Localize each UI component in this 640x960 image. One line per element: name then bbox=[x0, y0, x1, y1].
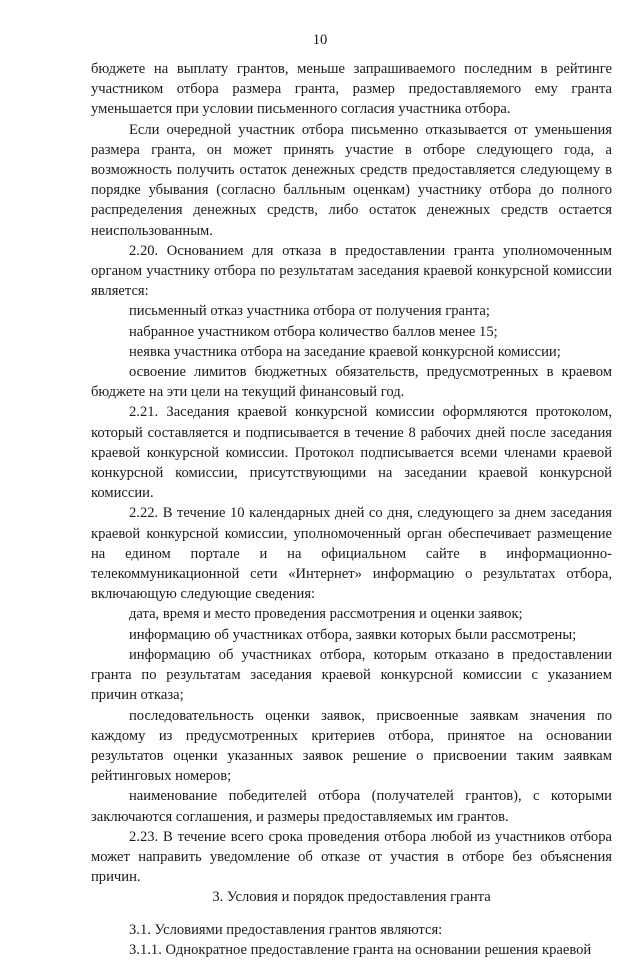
paragraph-2-22: 2.22. В течение 10 календарных дней со дня, следующего за днем заседания краевой конкурсной комиссии, уполномоченный орган обеспечивает размещение на едином портале и на официальном сайте в информационно-телекоммуникационной сети «Интернет» информацию о результатах отбора, включающую следующие сведения: bbox=[91, 505, 612, 603]
paragraph-2-23: 2.23. В течение всего срока проведения отбора любой из участников отбора может направить уведомление об отказе от участия в отборе без объяснения причин. bbox=[91, 828, 612, 886]
list-item: наименование победителей отбора (получателей грантов), с которыми заключаются соглашения, и размеры предоставляемых им грантов. bbox=[91, 788, 612, 825]
list-item: последовательность оценки заявок, присвоенные заявкам значения по каждому из предусмотренных критериев отбора, принятое на основании результатов оценки указанных заявок решение о присвоении таким заявкам рейтинговых номеров; bbox=[91, 707, 612, 785]
paragraph-2-21: 2.21. Заседания краевой конкурсной комиссии оформляются протоколом, который составляется и подписывается в течение 8 рабочих дней после заседания краевой конкурсной комиссии. Протокол подписывается всеми членами краевой конкурсной комиссии, присутствующими на заседании краевой конкурсной комиссии. bbox=[91, 404, 612, 502]
list-item: письменный отказ участника отбора от получения гранта; bbox=[129, 303, 490, 320]
paragraph-3-1-1: 3.1.1. Однократное предоставление гранта на основании решения краевой bbox=[129, 941, 592, 958]
page-number: 10 bbox=[312, 32, 328, 48]
list-item: дата, время и место проведения рассмотрения и оценки заявок; bbox=[129, 606, 523, 623]
list-item: освоение лимитов бюджетных обязательств, предусмотренных в краевом бюджете на эти цели на текущий финансовый год. bbox=[91, 364, 612, 401]
section-heading: 3. Условия и порядок предоставления гранта bbox=[212, 889, 491, 906]
list-item: неявка участника отбора на заседание краевой конкурсной комиссии; bbox=[129, 343, 561, 360]
paragraph: Если очередной участник отбора письменно отказывается от уменьшения размера гранта, он может принять участие в отборе следующего года, а возможность получить остаток денежных средств предоставляется следующему в порядке убывания (согласно балльным оценкам) участнику отбора до полного распределения денежных средств, либо остаток денежных средств остается неиспользованным. bbox=[91, 121, 612, 239]
list-item: информацию об участниках отбора, которым отказано в предоставлении гранта по результатам заседания краевой конкурсной комиссии с указанием причин отказа; bbox=[91, 646, 612, 704]
list-item: набранное участником отбора количество баллов менее 15; bbox=[129, 323, 498, 340]
document-body bbox=[91, 59, 612, 960]
list-item: информацию об участниках отбора, заявки которых были рассмотрены; bbox=[129, 626, 577, 643]
paragraph: бюджете на выплату грантов, меньше запрашиваемого последним в рейтинге участником отбора размера гранта, размер предоставляемого ему гранта уменьшается при условии письменного согласия участника отбора. bbox=[91, 61, 612, 118]
paragraph-3-1: 3.1. Условиями предоставления грантов являются: bbox=[129, 921, 443, 938]
paragraph-2-20: 2.20. Основанием для отказа в предоставлении гранта уполномоченным органом участнику отбора по результатам заседания краевой конкурсной комиссии является: bbox=[91, 242, 612, 300]
